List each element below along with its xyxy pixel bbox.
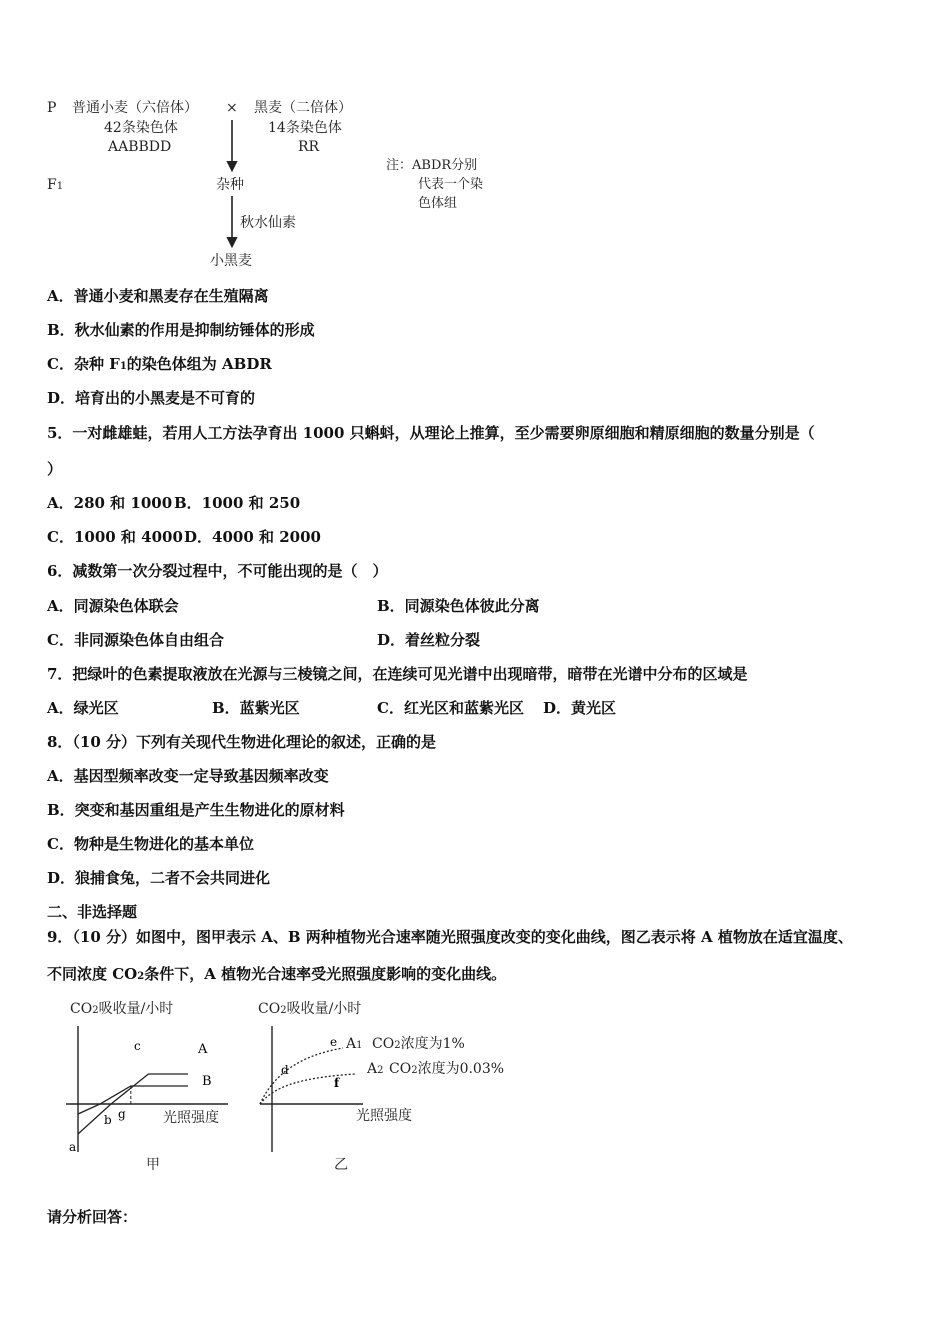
chart-yi-series-a1-desc: CO2浓度为1% xyxy=(372,1036,465,1052)
q5-stem-line1: 5．一对雌雄蛙，若用人工方法孕育出 1000 只蝌蚪，从理论上推算，至少需要卵原细胞和精原细胞的数量分别是（ xyxy=(47,424,815,442)
chart-yi-curve-a2 xyxy=(260,1074,355,1104)
chart-jia-label-b: b xyxy=(104,1113,112,1127)
q6-option-a: A．同源染色体联会 xyxy=(47,597,179,615)
q9-stem-line1: 9．（10 分）如图中，图甲表示 A、B 两种植物光合速率随光照强度改变的变化曲线，图乙表示将 A 植物放在适宜温度、 xyxy=(47,928,853,946)
q5-option-d: D．4000 和 2000 xyxy=(184,528,321,546)
cross-symbol: × xyxy=(226,100,238,116)
q4-option-d: D．培育出的小黑麦是不可育的 xyxy=(47,389,256,407)
note-line-1: 注：ABDR分别 xyxy=(386,158,478,173)
q7-option-d: D．黄光区 xyxy=(543,699,617,717)
q7-stem: 7．把绿叶的色素提取液放在光源与三棱镜之间，在连续可见光谱中出现暗带，暗带在光谱中分布的区域是 xyxy=(47,665,748,683)
q5-option-c: C．1000 和 4000 xyxy=(47,528,183,546)
chart-jia-xlabel: 光照强度 xyxy=(163,1110,219,1126)
chart-yi-series-a1-label: A1 xyxy=(346,1036,363,1052)
chart-jia-label-c: c xyxy=(134,1039,141,1053)
chart-jia-series-a-label: A xyxy=(198,1042,208,1057)
chart-yi-ylabel: CO2吸收量/小时 xyxy=(258,1001,362,1017)
q8-option-a: A．基因型频率改变一定导致基因频率改变 xyxy=(47,767,329,785)
chart-jia-label-a: a xyxy=(69,1140,77,1154)
chart-yi-svg xyxy=(255,1020,365,1160)
q5-option-b: B．1000 和 250 xyxy=(174,494,301,512)
q8-stem: 8．（10 分）下列有关现代生物进化理论的叙述，正确的是 xyxy=(47,733,437,751)
q7-option-b: B．蓝紫光区 xyxy=(212,699,300,717)
q6-option-c: C．非同源染色体自由组合 xyxy=(47,631,224,649)
section-heading: 二、非选择题 xyxy=(47,903,138,921)
rye-chrom: 14条染色体 xyxy=(268,120,342,136)
chart-jia-title: 甲 xyxy=(146,1157,160,1173)
q4-option-a: A．普通小麦和黑麦存在生殖隔离 xyxy=(47,287,269,305)
chart-yi-label-e: e xyxy=(330,1035,338,1049)
q9-prompt: 请分析回答： xyxy=(47,1208,138,1226)
chart-jia-ylabel: CO2吸收量/小时 xyxy=(70,1001,174,1017)
q6-option-d: D．着丝粒分裂 xyxy=(377,631,481,649)
q9-stem-line2: 不同浓度 CO2条件下，A 植物光合速率受光照强度影响的变化曲线。 xyxy=(47,965,507,983)
chart-yi-series-a2-label: A2 xyxy=(367,1061,384,1077)
chart-yi-series-a2-desc: CO2浓度为0.03% xyxy=(389,1061,505,1077)
colchicine-label: 秋水仙素 xyxy=(240,215,296,231)
chart-jia-series-b xyxy=(78,1086,188,1114)
chart-yi-label-f: f xyxy=(334,1076,340,1090)
triticale-label: 小黑麦 xyxy=(210,253,252,269)
q7-option-a: A．绿光区 xyxy=(47,699,119,717)
q6-option-b: B．同源染色体彼此分离 xyxy=(377,597,540,615)
chart-jia-label-g: g xyxy=(118,1107,126,1121)
wheat-name: 普通小麦（六倍体） xyxy=(72,100,198,116)
hybrid-label: 杂种 xyxy=(216,177,244,193)
q5-option-a: A．280 和 1000 xyxy=(47,494,173,512)
rye-name: 黑麦（二倍体） xyxy=(254,100,352,116)
p-label: P xyxy=(47,100,57,116)
wheat-genome: AABBDD xyxy=(108,139,172,155)
note-line-2: 代表一个染 xyxy=(418,177,484,192)
f1-label: F1 xyxy=(47,177,64,193)
q6-stem: 6．减数第一次分裂过程中，不可能出现的是（ ） xyxy=(47,562,388,580)
q8-option-b: B．突变和基因重组是产生生物进化的原材料 xyxy=(47,801,345,819)
chart-yi-xlabel: 光照强度 xyxy=(356,1108,412,1124)
wheat-chrom: 42条染色体 xyxy=(104,120,178,136)
chart-yi-title: 乙 xyxy=(334,1157,348,1173)
rye-genome: RR xyxy=(298,139,320,155)
q8-option-c: C．物种是生物进化的基本单位 xyxy=(47,835,254,853)
diagram-arrows xyxy=(0,0,400,260)
chart-jia-series-b-label: B xyxy=(202,1074,212,1089)
q5-stem-line2: ） xyxy=(47,460,63,478)
chart-jia-svg xyxy=(60,1020,260,1160)
q4-option-b: B．秋水仙素的作用是抑制纺锤体的形成 xyxy=(47,321,315,339)
q8-option-d: D．狼捕食兔，二者不会共同进化 xyxy=(47,869,271,887)
q7-option-c: C．红光区和蓝紫光区 xyxy=(377,699,524,717)
q4-option-c: C．杂种 F1的染色体组为 ABDR xyxy=(47,355,272,373)
chart-yi-label-d: d xyxy=(281,1063,289,1077)
note-line-3: 色体组 xyxy=(418,196,458,211)
